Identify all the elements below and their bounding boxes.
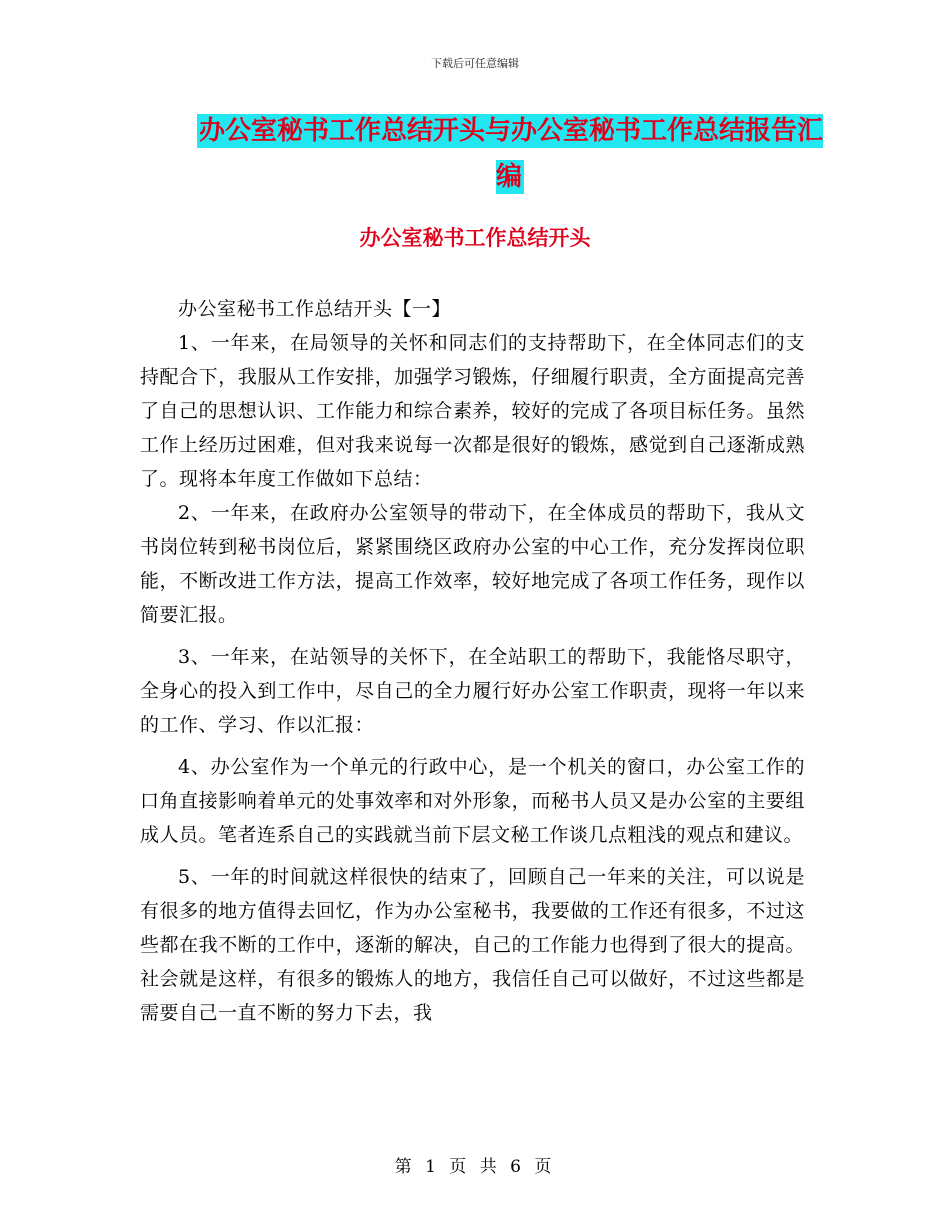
- paragraph: 1、一年来，在局领导的关怀和同志们的支持帮助下，在全体同志们的支持配合下，我服从工作安排，加强学习锻炼，仔细履行职责，全方面提高完善了自己的思想认识、工作能力和综合素养，较好的完成了各项目标任务。虽然工作上经历过困难，但对我来说每一次都是很好的锻炼，感觉到自己逐渐成熟了。现将本年度工作做如下总结：: [140, 332, 805, 490]
- section-title: 办公室秘书工作总结开头: [359, 226, 591, 250]
- paragraph-heading: 办公室秘书工作总结开头【一】: [178, 298, 452, 320]
- document-title-text: 办公室秘书工作总结开头与办公室秘书工作总结报告汇编: [198, 116, 823, 192]
- paragraph: 2、一年来，在政府办公室领导的带动下，在全体成员的帮助下，我从文书岗位转到秘书岗位后，紧紧围绕区政府办公室的中心工作，充分发挥岗位职能，不断改进工作方法，提高工作效率，较好地完成了各项工作任务，现作以简要汇报。: [140, 502, 805, 626]
- page-number: 第 1 页 共 6 页: [394, 1157, 556, 1177]
- paragraph: 3、一年来，在站领导的关怀下，在全站职工的帮助下，我能恪尽职守，全身心的投入到工作中，尽自己的全力履行好办公室工作职责，现将一年以来的工作、学习、作以汇报：: [140, 646, 805, 736]
- document-title: [190, 108, 830, 200]
- paragraph: 4、办公室作为一个单元的行政中心，是一个机关的窗口，办公室工作的口角直接影响着单元的处事效率和对外形象，而秘书人员又是办公室的主要组成人员。笔者连系自己的实践就当前下层文秘工作谈几点粗浅的观点和建议。: [140, 756, 805, 846]
- paragraph: 5、一年的时间就这样很快的结束了，回顾自己一年来的关注，可以说是有很多的地方值得去回忆，作为办公室秘书，我要做的工作还有很多，不过这些都在我不断的工作中，逐渐的解决，自己的工作能力也得到了很大的提高。社会就是这样，有很多的锻炼人的地方，我信任自己可以做好，不过这些都是需要自己一直不断的努力下去，我: [140, 866, 805, 1024]
- header-note: 下载后可任意编辑: [431, 57, 519, 70]
- document-body: [140, 292, 805, 1030]
